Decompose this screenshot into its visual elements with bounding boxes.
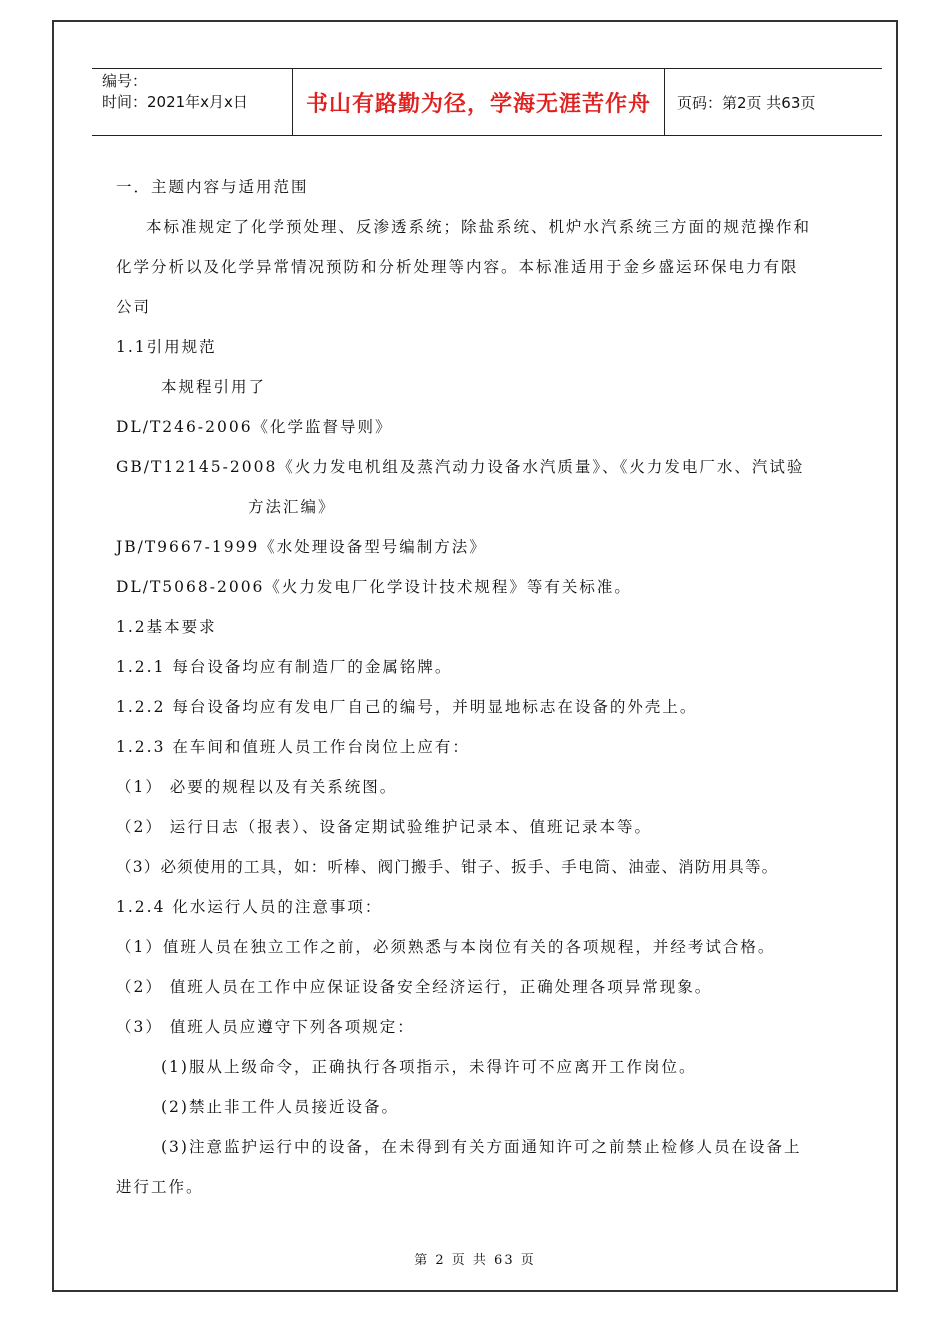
rule-3-line-2: 进行工作。 <box>116 1178 204 1196</box>
item-1-2-3-c: （3）必须使用的工具，如：听棒、阀门搬手、钳子、扳手、手电筒、油壶、消防用具等。 <box>116 858 779 876</box>
item-1-2-3-b: （2） 运行日志（报表）、设备定期试验维护记录本、值班记录本等。 <box>116 818 653 836</box>
item-1-2-3-a: （1） 必要的规程以及有关系统图。 <box>116 778 398 796</box>
item-1-2-4-c: （3） 值班人员应遵守下列各项规定： <box>116 1018 415 1036</box>
reference-4: DL/T5068-2006《火力发电厂化学设计技术规程》等有关标准。 <box>116 578 632 596</box>
intro-line-1: 本标准规定了化学预处理、反渗透系统；除盐系统、机炉水汽系统三方面的规范操作和 <box>146 218 812 236</box>
item-1-2-2: 1.2.2 每台设备均应有发电厂自己的编号，并明显地标志在设备的外壳上。 <box>116 698 698 716</box>
number-label: 编号： <box>102 72 148 90</box>
item-1-2-1: 1.2.1 每台设备均应有制造厂的金属铭牌。 <box>116 658 453 676</box>
rule-1: (1)服从上级命令，正确执行各项指示，未得许可不应离开工作岗位。 <box>161 1058 697 1076</box>
text-1-1: 本规程引用了 <box>161 378 267 396</box>
reference-2-line-1: GB/T12145-2008《火力发电机组及蒸汽动力设备水汽质量》、《火力发电厂水、汽试验 <box>116 458 805 476</box>
item-1-2-4-b: （2） 值班人员在工作中应保证设备安全经济运行，正确处理各项异常现象。 <box>116 978 713 996</box>
rule-2: (2)禁止非工件人员接近设备。 <box>161 1098 399 1116</box>
heading-1-1: 1.1引用规范 <box>116 338 217 356</box>
intro-line-2: 化学分析以及化学异常情况预防和分析处理等内容。本标准适用于金乡盛运环保电力有限 <box>116 258 799 276</box>
heading-1-2: 1.2基本要求 <box>116 618 217 636</box>
rule-3-line-1: (3)注意监护运行中的设备，在未得到有关方面通知许可之前禁止检修人员在设备上 <box>161 1138 802 1156</box>
reference-3: JB/T9667-1999《水处理设备型号编制方法》 <box>116 538 487 556</box>
header-page-info: 页码：第2页 共63页 <box>677 93 816 112</box>
item-1-2-4: 1.2.4 化水运行人员的注意事项： <box>116 898 383 916</box>
document-header <box>92 68 882 136</box>
page-footer <box>0 1249 950 1268</box>
item-1-2-4-a: （1）值班人员在独立工作之前，必须熟悉与本岗位有关的各项规程，并经考试合格。 <box>116 938 776 956</box>
reference-1: DL/T246-2006《化学监督导则》 <box>116 418 393 436</box>
time-label: 时间：2021年x月x日 <box>102 93 248 111</box>
reference-2-line-2: 方法汇编》 <box>248 498 336 516</box>
section-title: 一．主题内容与适用范围 <box>116 178 309 196</box>
header-motto: 书山有路勤为径，学海无涯苦作舟 <box>293 69 665 135</box>
header-meta <box>92 69 293 135</box>
footer-page-number: 第 2 页 共 63 页 <box>414 1253 536 1268</box>
item-1-2-3: 1.2.3 在车间和值班人员工作台岗位上应有： <box>116 738 470 756</box>
intro-line-3: 公司 <box>116 298 152 316</box>
